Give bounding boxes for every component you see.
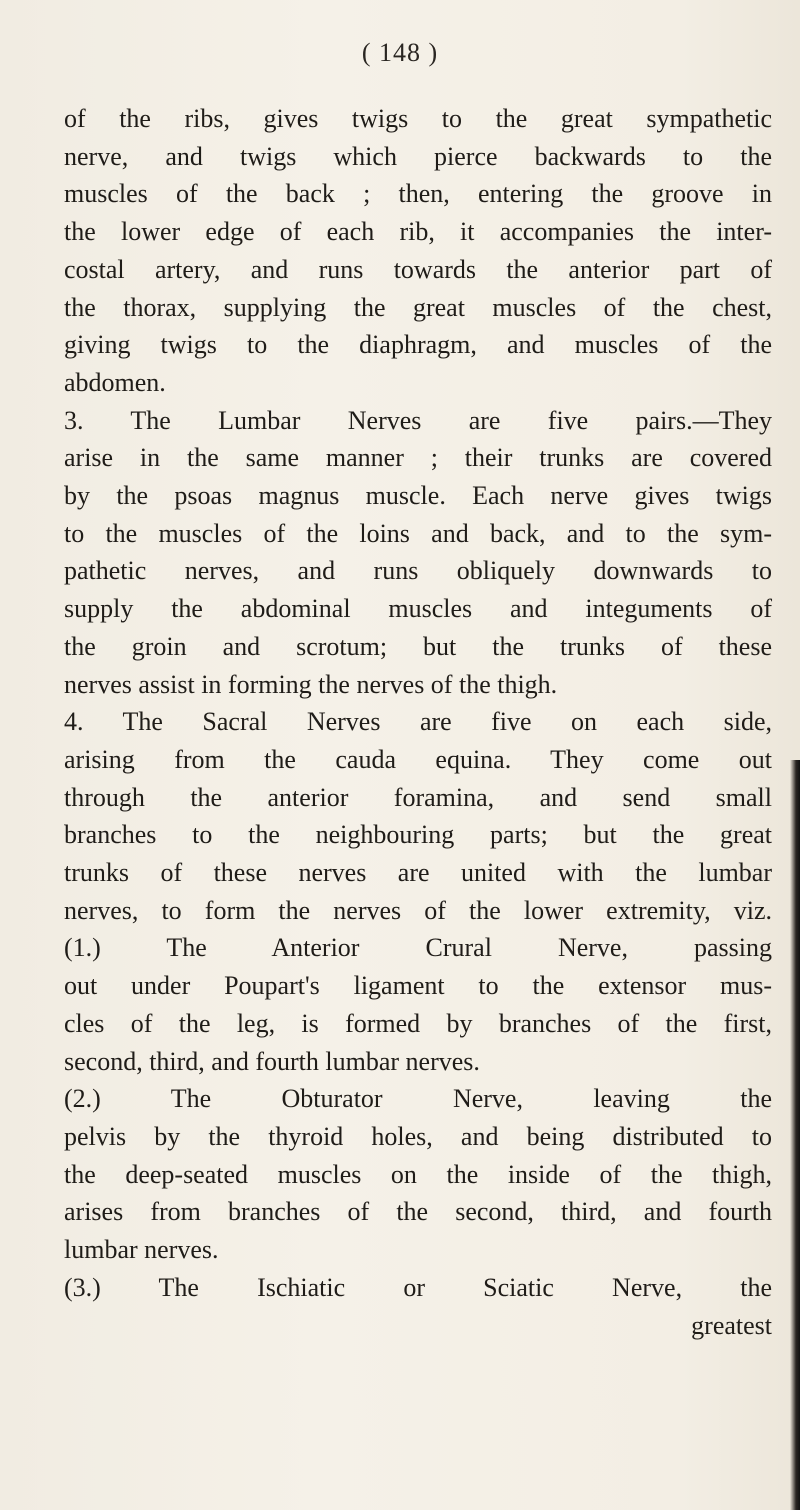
text-line-15: the groin and scrotum; but the trunks of these — [64, 631, 772, 661]
text-line-16: nerves assist in forming the nerves of the thigh. — [64, 669, 558, 699]
text-line-25: cles of the leg, is formed by branches of the first, — [64, 1008, 772, 1038]
text-line-7: giving twigs to the diaphragm, and muscles of the — [64, 330, 772, 360]
text-line-31: lumbar nerves. — [64, 1235, 219, 1265]
text-line-24: out under Poupart's ligament to the extensor mus- — [64, 971, 772, 1001]
text-line-14: supply the abdominal muscles and integuments of — [64, 594, 772, 624]
page-edge-shadow — [790, 760, 800, 1510]
text-line-23: (1.) The Anterior Crural Nerve, passing — [64, 933, 772, 963]
text-line-8: abdomen. — [64, 367, 166, 397]
text-line-9: 3. The Lumbar Nerves are five pairs.—They — [64, 405, 772, 435]
text-line-2: nerve, and twigs which pierce backwards to the — [64, 141, 772, 171]
text-line-27: (2.) The Obturator Nerve, leaving the — [64, 1084, 772, 1114]
page-number: ( 148 ) — [361, 38, 439, 67]
text-line-5: costal artery, and runs towards the anterior part of — [64, 254, 772, 284]
text-line-10: arise in the same manner ; their trunks are covered — [64, 443, 772, 473]
text-line-19: through the anterior foramina, and send small — [64, 782, 772, 812]
text-line-21: trunks of these nerves are united with the lumbar — [64, 858, 772, 888]
text-line-11: by the psoas magnus muscle. Each nerve gives twigs — [64, 481, 772, 511]
text-line-6: the thorax, supplying the great muscles of the chest, — [64, 292, 772, 322]
catchword: greatest — [691, 1310, 772, 1340]
text-line-32: (3.) The Ischiatic or Sciatic Nerve, the — [64, 1272, 772, 1302]
text-line-12: to the muscles of the loins and back, and to the sym- — [64, 518, 772, 548]
text-line-13: pathetic nerves, and runs obliquely downwards to — [64, 556, 772, 586]
text-line-17: 4. The Sacral Nerves are five on each side, — [64, 707, 772, 737]
text-line-18: arising from the cauda equina. They come out — [64, 744, 772, 774]
text-line-22: nerves, to form the nerves of the lower extremity, viz. — [64, 895, 772, 925]
text-line-29: the deep-seated muscles on the inside of the thigh, — [64, 1159, 772, 1189]
text-line-20: branches to the neighbouring parts; but the great — [64, 820, 772, 850]
text-line-26: second, third, and fourth lumbar nerves. — [64, 1046, 480, 1076]
text-line-1: of the ribs, gives twigs to the great sympathetic — [64, 104, 772, 133]
text-line-28: pelvis by the thyroid holes, and being distributed to — [64, 1121, 772, 1151]
text-line-4: the lower edge of each rib, it accompanies the inter- — [64, 217, 772, 247]
body-text — [64, 100, 772, 1344]
text-line-3: muscles of the back ; then, entering the groove in — [64, 179, 772, 209]
text-line-30: arises from branches of the second, third, and fourth — [64, 1197, 772, 1227]
